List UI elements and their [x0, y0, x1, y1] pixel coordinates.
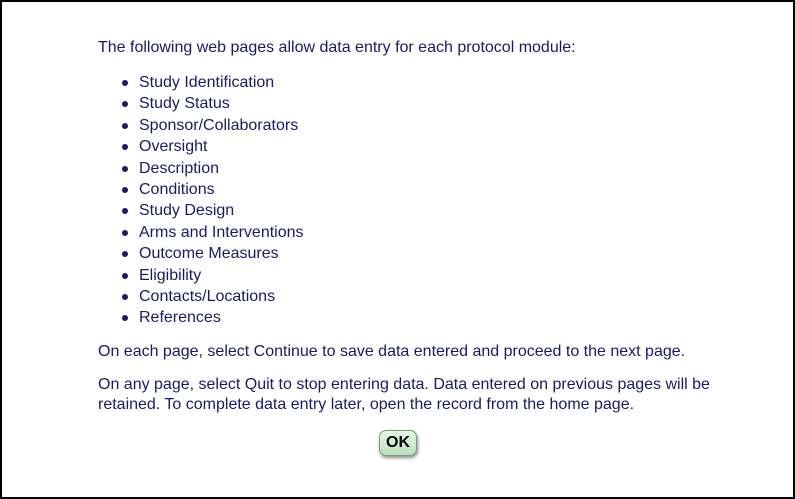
- list-item: [98, 158, 304, 179]
- list-item: [98, 93, 304, 114]
- list-item: [98, 115, 304, 136]
- module-label: Outcome Measures: [139, 245, 279, 263]
- bullet-icon: [122, 187, 128, 193]
- module-label: Oversight: [139, 138, 208, 156]
- quit-instructions: On any page, select Quit to stop entering data. Data entered on previous pages will be retained. To complete data entry later, open the record from the home page.: [98, 376, 710, 413]
- module-label: Study Design: [139, 202, 235, 220]
- list-item: [98, 286, 304, 307]
- list-item: [98, 72, 304, 93]
- module-label: Sponsor/Collaborators: [139, 116, 299, 134]
- module-label: Description: [139, 159, 220, 177]
- bullet-icon: [122, 123, 128, 129]
- module-label: Study Identification: [139, 74, 275, 91]
- list-item: [98, 179, 304, 200]
- module-label: Contacts/Locations: [139, 287, 276, 305]
- bullet-icon: [122, 315, 128, 321]
- list-item: [98, 243, 304, 264]
- list-item: [98, 265, 304, 286]
- module-label: Study Status: [139, 95, 230, 113]
- module-label: Conditions: [139, 180, 215, 198]
- module-label: References: [139, 309, 221, 327]
- bullet-icon: [122, 101, 128, 107]
- intro-text: The following web pages allow data entry for each protocol module:: [98, 39, 576, 56]
- bullet-icon: [122, 294, 128, 300]
- ok-button[interactable]: OK: [379, 430, 417, 456]
- module-label: Eligibility: [139, 266, 202, 284]
- list-item: [98, 200, 304, 221]
- bullet-icon: [122, 144, 128, 150]
- list-item: [98, 222, 304, 243]
- bullet-icon: [122, 166, 128, 172]
- bullet-icon: [122, 273, 128, 279]
- module-label: Arms and Interventions: [139, 223, 304, 241]
- bullet-icon: [122, 208, 128, 214]
- continue-instructions: On each page, select Continue to save data entered and proceed to the next page.: [98, 343, 686, 360]
- list-item: [98, 307, 304, 328]
- list-item: [98, 136, 304, 157]
- module-list: [98, 72, 304, 329]
- bullet-icon: [122, 251, 128, 257]
- bullet-icon: [122, 230, 128, 236]
- bullet-icon: [122, 80, 128, 86]
